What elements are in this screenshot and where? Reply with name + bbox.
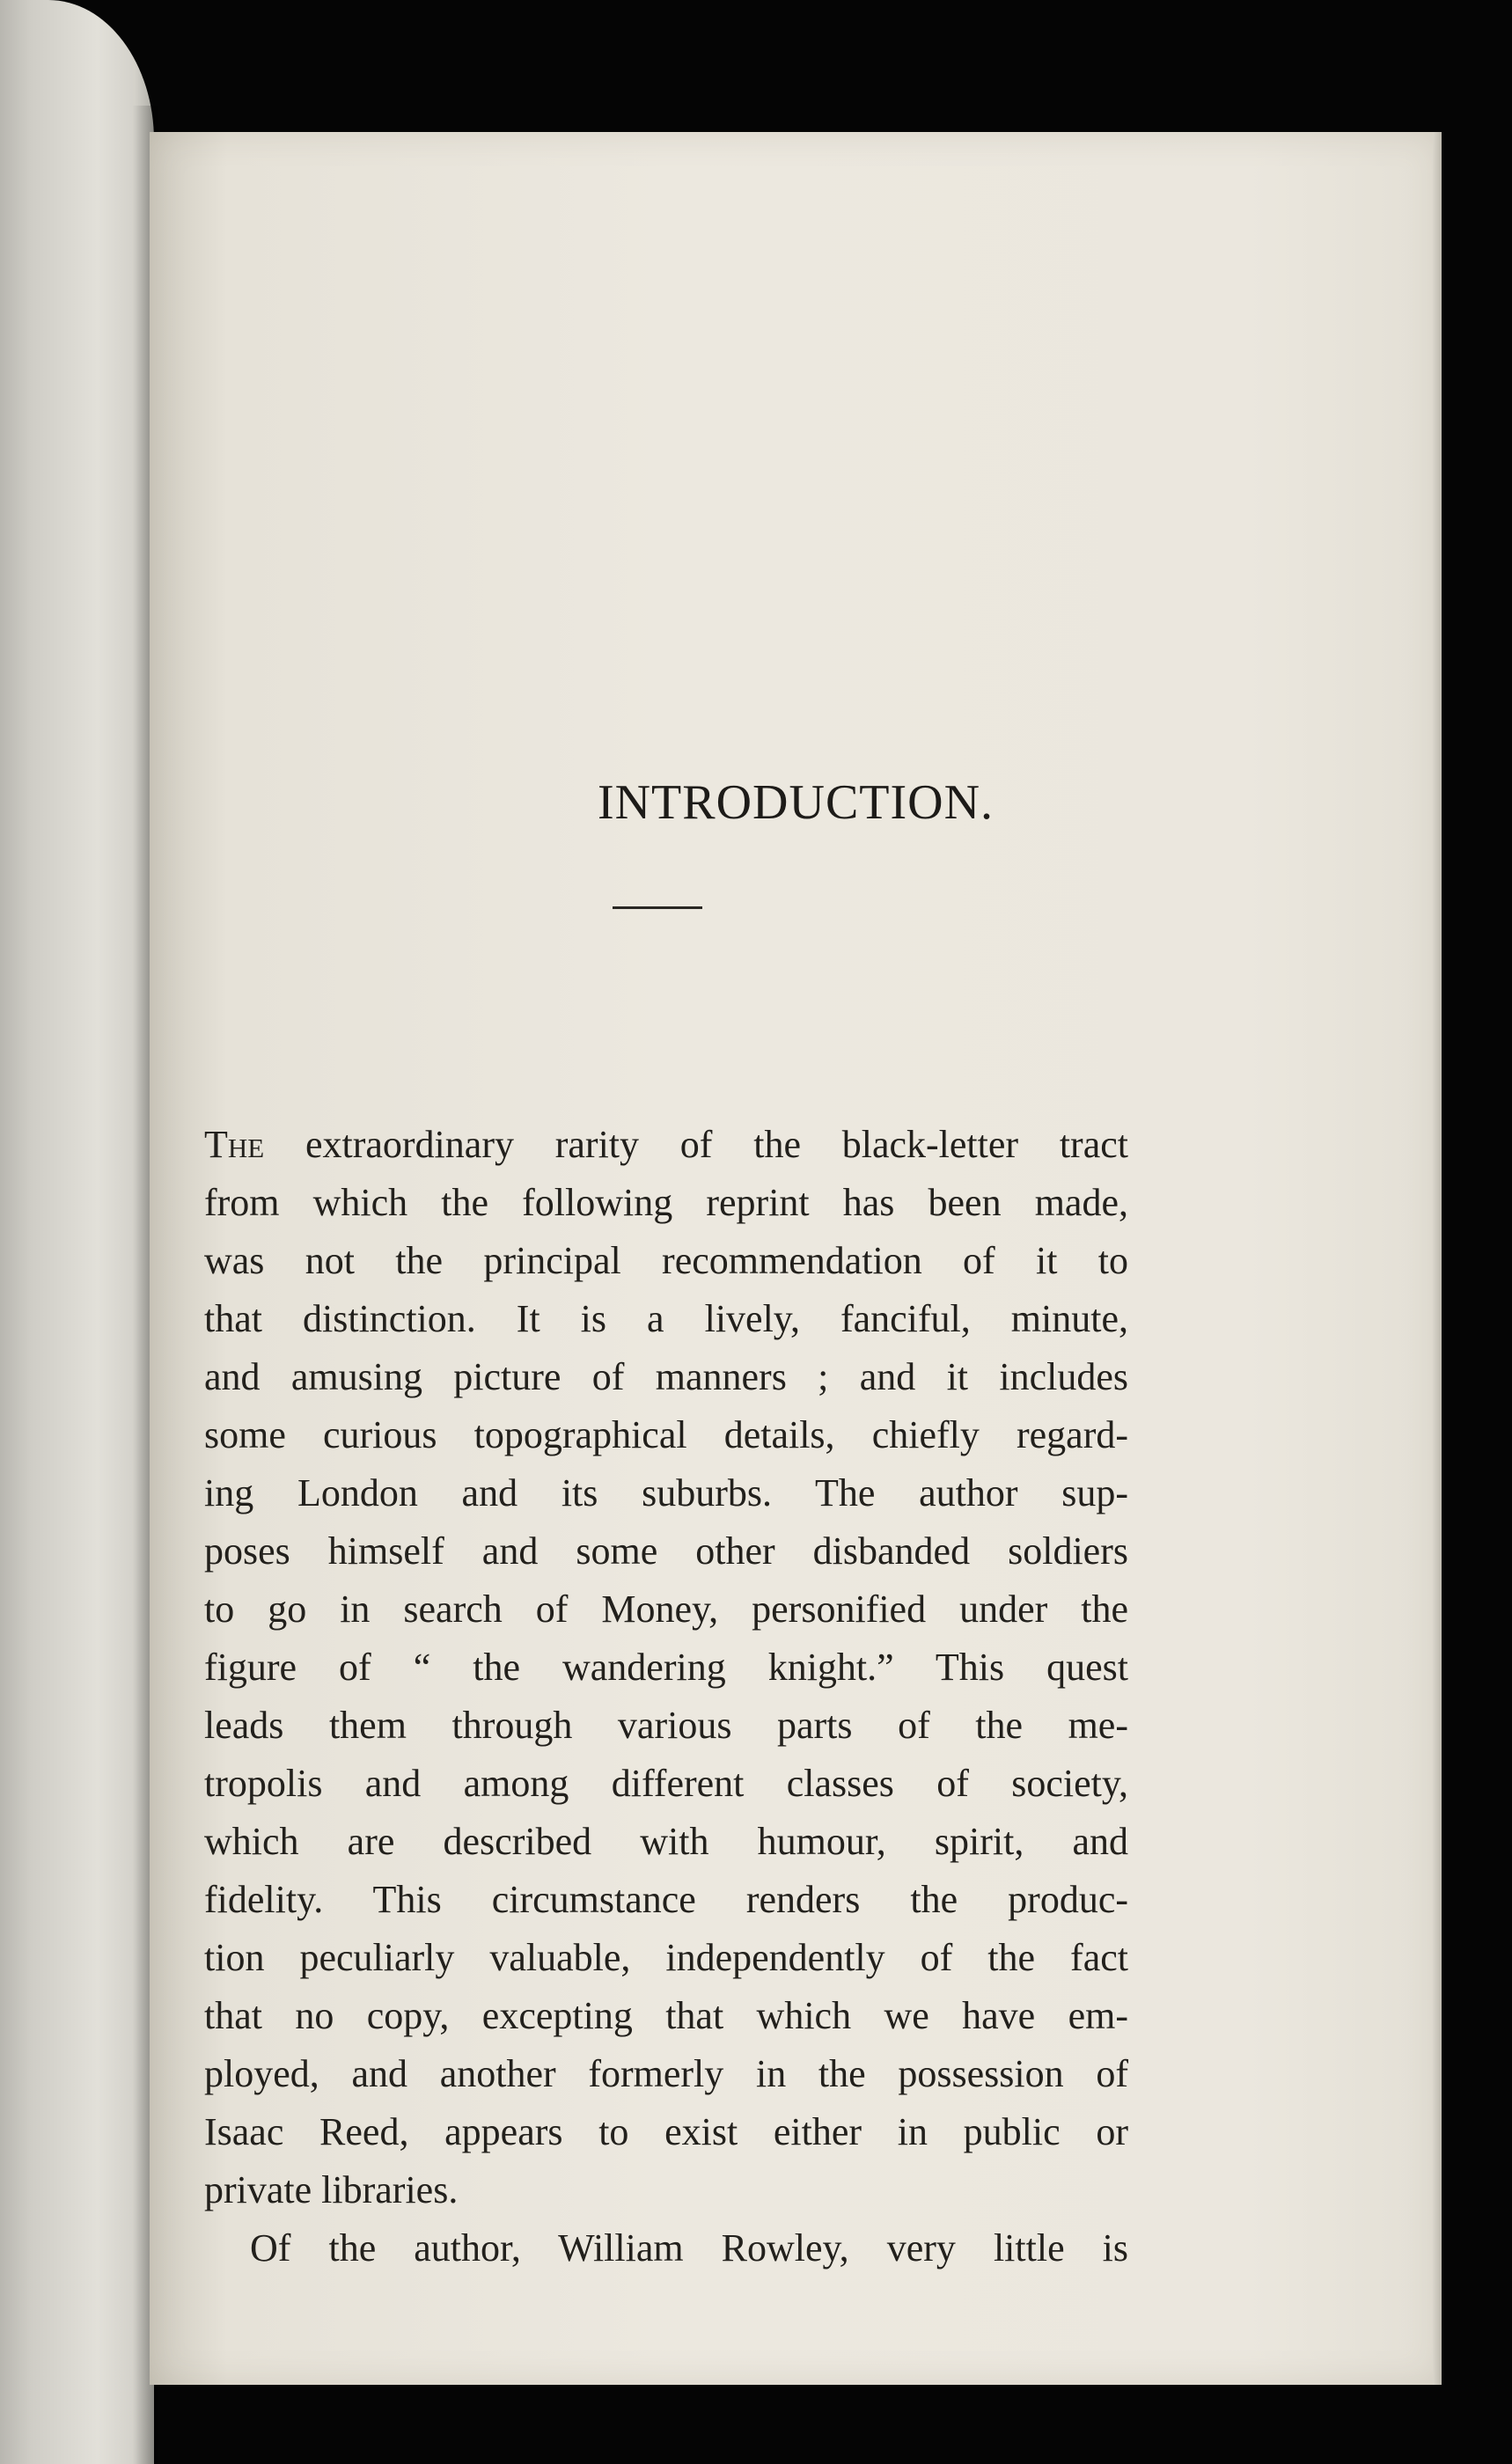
text-line: tropolis and among different classes of society,: [204, 1762, 1128, 1805]
book-page: [150, 132, 1442, 2385]
facing-page-curl: [0, 0, 154, 2464]
text-line: fidelity. This circumstance renders the produc-: [204, 1878, 1128, 1921]
text-line: private libraries.: [204, 2168, 459, 2211]
text-line: to go in search of Money, personified under the: [204, 1588, 1128, 1631]
body-text: [204, 1116, 1128, 2277]
text-line: figure of “ the wandering knight.” This quest: [204, 1646, 1128, 1689]
page-title: INTRODUCTION.: [597, 775, 995, 830]
text-line: which are described with humour, spirit, and: [204, 1820, 1128, 1863]
text-line: Isaac Reed, appears to exist either in public or: [204, 2110, 1128, 2153]
text-line: The extraordinary rarity of the black-letter tract: [204, 1123, 1128, 1166]
text-line: leads them through various parts of the me-: [204, 1704, 1128, 1747]
text-line: and amusing picture of manners ; and it includes: [204, 1355, 1128, 1398]
text-line: ing London and its suburbs. The author sup-: [204, 1471, 1128, 1514]
page-edge: [1433, 132, 1442, 2385]
text-line: that no copy, excepting that which we have em-: [204, 1994, 1128, 2037]
lead-word: The: [204, 1123, 265, 1166]
text-line: some curious topographical details, chiefly regard-: [204, 1413, 1128, 1456]
text-line: that distinction. It is a lively, fanciful, minute,: [204, 1297, 1128, 1340]
text-line: tion peculiarly valuable, independently of the fact: [204, 1936, 1128, 1979]
text-line: ployed, and another formerly in the possession of: [204, 2052, 1128, 2095]
text-line: was not the principal recommendation of it to: [204, 1239, 1128, 1282]
text-line: Of the author, William Rowley, very little is: [250, 2226, 1128, 2270]
title-rule: [613, 906, 702, 909]
text-line: poses himself and some other disbanded soldiers: [204, 1529, 1128, 1573]
text-line: from which the following reprint has been made,: [204, 1181, 1128, 1224]
